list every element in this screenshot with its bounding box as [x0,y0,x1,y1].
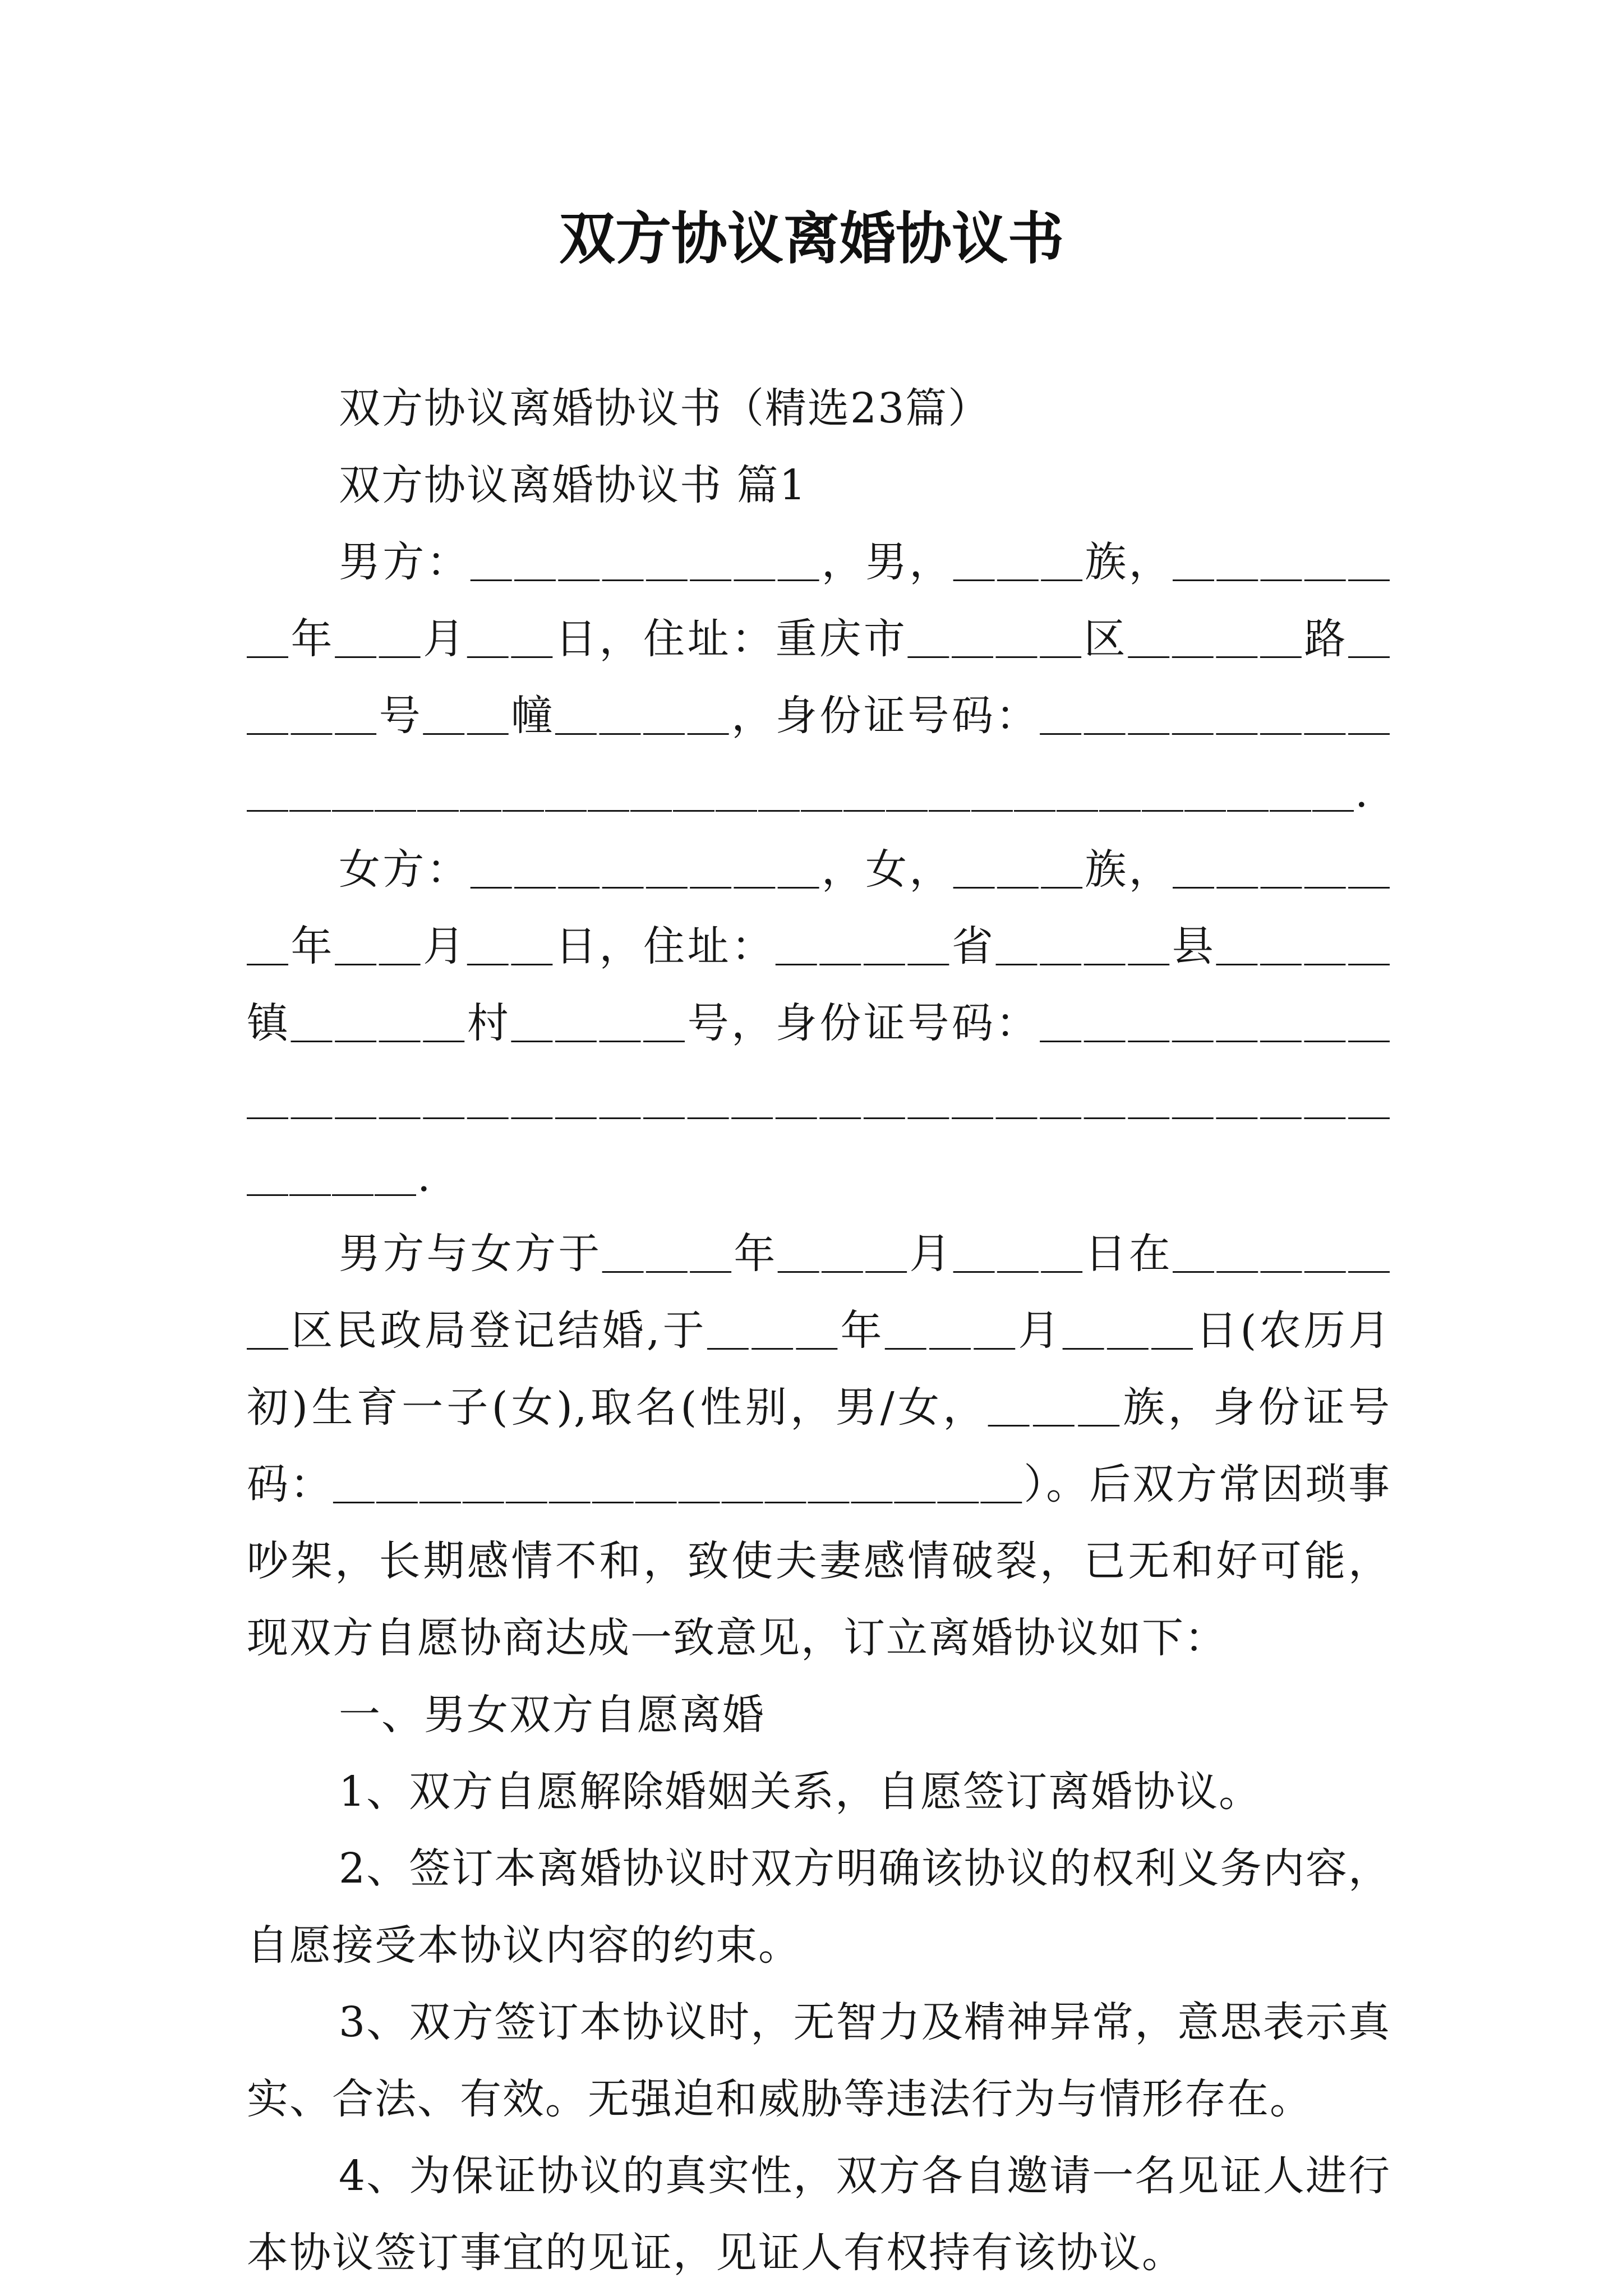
paragraph-clause-4: 4、为保证协议的真实性，双方各自邀请一名见证人进行本协议签订事宜的见证，见证人有权持有该协议。 [247,2152,1391,2277]
paragraph-clause-2: 2、签订本离婚协议时双方明确该协议的权利义务内容，自愿接受本协议内容的约束。 [247,1844,1391,1970]
paragraph-chapter-heading: 双方协议离婚协议书 篇1 [339,461,807,509]
document-title: 双方协议离婚协议书 [559,205,1064,272]
paragraph-clause-1: 1、双方自愿解除婚姻关系，自愿签订离婚协议。 [339,1768,1262,1816]
paragraph-subtitle: 双方协议离婚协议书（精选23篇） [339,384,991,432]
paragraph-clause-3: 3、双方签订本协议时，无智力及精神异常，意思表示真实、合法、有效。无强迫和威胁等违法行为与情形存在。 [247,1998,1391,2123]
paragraph-section-one-heading: 一、男女双方自愿离婚 [339,1691,765,1739]
paragraph-female-party: 女方：＿＿＿＿＿＿＿＿，女，＿＿＿族，＿＿＿＿＿＿年＿＿月＿＿日，住址：＿＿＿＿省＿＿＿＿县＿＿＿＿镇＿＿＿＿村＿＿＿＿号，身份证号码：＿＿＿＿＿＿＿＿＿＿＿＿＿＿＿＿＿＿＿＿＿＿＿＿＿＿＿＿＿＿＿＿＿＿＿＿＿＿. [247,845,1391,1201]
paragraph-male-party: 男方：＿＿＿＿＿＿＿＿，男，＿＿＿族，＿＿＿＿＿＿年＿＿月＿＿日，住址：重庆市＿＿＿＿区＿＿＿＿路＿＿＿＿号＿＿幢＿＿＿＿，身份证号码：＿＿＿＿＿＿＿＿＿＿＿＿＿＿＿＿＿＿＿＿＿＿＿＿＿＿＿＿＿＿＿＿＿＿. [247,538,1391,817]
document-body [247,370,1391,2292]
paragraph-marriage-background: 男方与女方于＿＿＿年＿＿＿月＿＿＿日在＿＿＿＿＿＿区民政局登记结婚,于＿＿＿年＿＿＿月＿＿＿日(农历月初)生育一子(女),取名(性别，男/女，＿＿＿族，身份证号码：＿＿＿＿＿＿＿＿＿＿＿＿＿＿＿＿）。后双方常因琐事吵架，长期感情不和，致使夫妻感情破裂，已无和好可能，现双方自愿协商达成一致意见，订立离婚协议如下： [247,1230,1391,1662]
